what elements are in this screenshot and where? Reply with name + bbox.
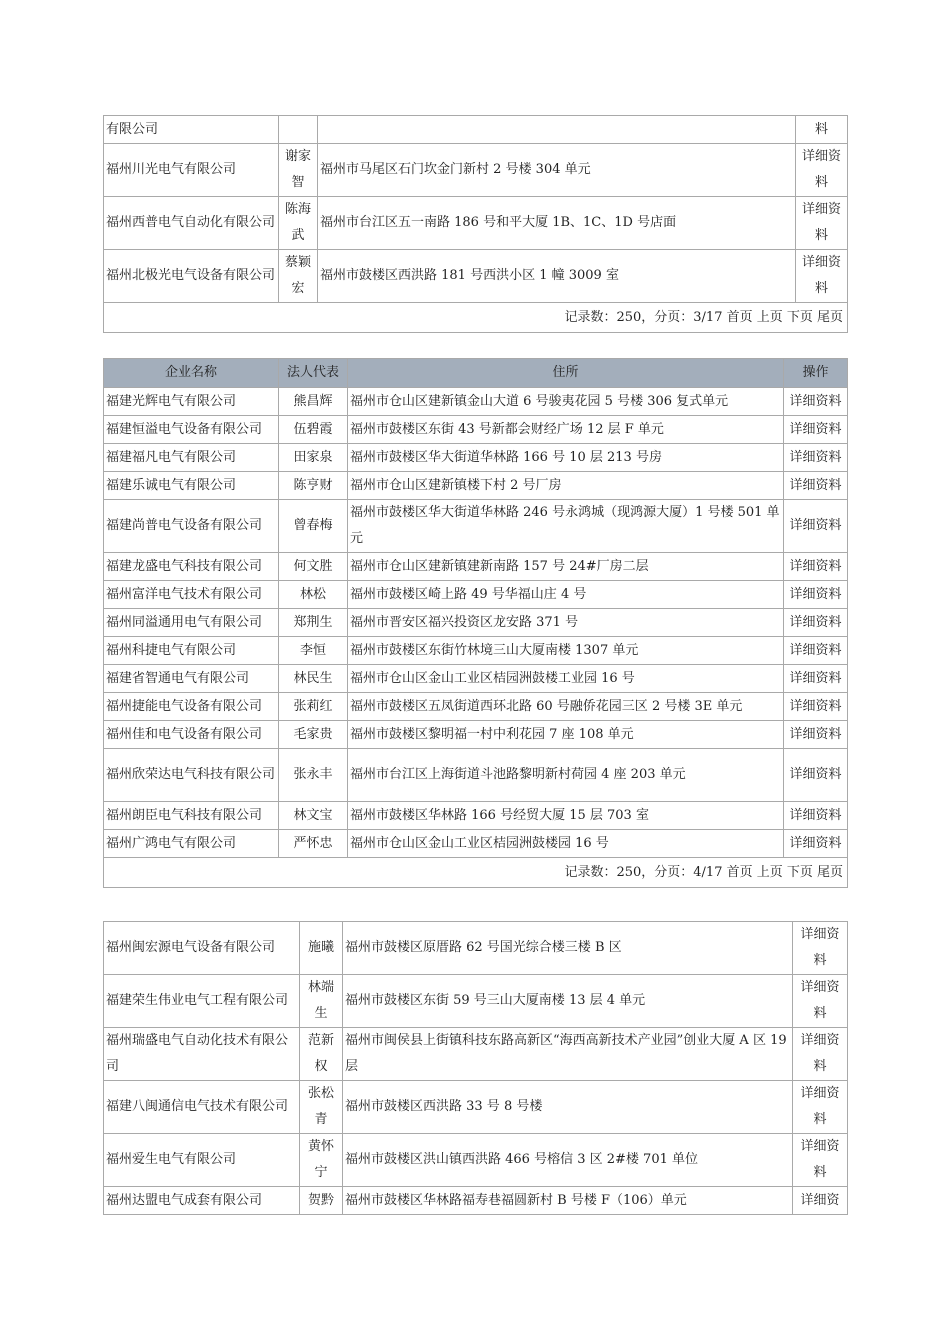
detail-link[interactable]: 详细资料 [793,922,848,975]
company-name-cell: 福州同溢通用电气有限公司 [104,609,279,637]
company-name-cell: 福建恒溢电气设备有限公司 [104,416,279,444]
company-name-cell: 福州瑞盛电气自动化技术有限公司 [104,1028,300,1081]
company-table-page3 [103,115,848,333]
table-row [104,416,848,444]
legal-rep-cell: 毛家贵 [279,721,348,749]
company-name-cell: 福州科捷电气有限公司 [104,637,279,665]
legal-rep-cell: 陈亨财 [279,472,348,500]
pager-row [104,858,848,888]
company-name-cell: 福建龙盛电气科技有限公司 [104,553,279,581]
table-row [104,802,848,830]
detail-link[interactable]: 详细资 [793,1187,848,1215]
legal-rep-cell: 张松青 [300,1081,343,1134]
detail-link[interactable]: 详细资料 [784,665,848,693]
company-name-cell: 福建八闽通信电气技术有限公司 [104,1081,300,1134]
company-name-cell: 福州川光电气有限公司 [104,144,279,197]
company-name-cell: 福州达盟电气成套有限公司 [104,1187,300,1215]
address-cell: 福州市马尾区石门坎金门新村 2 号楼 304 单元 [318,144,796,197]
company-name-cell: 福州富洋电气技术有限公司 [104,581,279,609]
detail-link[interactable]: 详细资料 [793,975,848,1028]
legal-rep-cell: 谢家智 [279,144,318,197]
address-cell: 福州市鼓楼区华大街道华林路 166 号 10 层 213 号房 [348,444,784,472]
company-name-cell: 福建福凡电气有限公司 [104,444,279,472]
company-name-cell: 福建荣生伟业电气工程有限公司 [104,975,300,1028]
detail-link[interactable]: 详细资料 [796,250,848,303]
table-row [104,444,848,472]
company-name-cell: 福建尚普电气设备有限公司 [104,500,279,553]
detail-link[interactable]: 详细资料 [784,581,848,609]
table-row [104,693,848,721]
legal-rep-cell: 熊昌辉 [279,388,348,416]
address-cell: 福州市鼓楼区黎明福一村中利花园 7 座 108 单元 [348,721,784,749]
detail-link[interactable]: 详细资料 [784,500,848,553]
detail-link[interactable]: 详细资料 [784,830,848,858]
table-row [104,749,848,802]
address-cell: 福州市鼓楼区五凤街道西环北路 60 号融侨花园三区 2 号楼 3E 单元 [348,693,784,721]
address-cell: 福州市鼓楼区东街 59 号三山大厦南楼 13 层 4 单元 [343,975,793,1028]
header-operation: 操作 [784,359,848,388]
detail-link[interactable]: 详细资料 [784,693,848,721]
detail-link[interactable]: 详细资料 [784,609,848,637]
address-cell: 福州市仓山区建新镇楼下村 2 号厂房 [348,472,784,500]
company-name-cell: 福州欣荣达电气科技有限公司 [104,749,279,802]
detail-link[interactable]: 料 [796,116,848,144]
table-row [104,1028,848,1081]
legal-rep-cell: 林民生 [279,665,348,693]
table-row [104,665,848,693]
detail-link[interactable]: 详细资料 [793,1081,848,1134]
table-header-row [104,359,848,388]
table-row [104,581,848,609]
company-name-cell: 福建省智通电气有限公司 [104,665,279,693]
address-cell: 福州市台江区上海街道斗池路黎明新村荷园 4 座 203 单元 [348,749,784,802]
pagination[interactable]: 记录数：250，分页：3/17 首页 上页 下页 尾页 [104,303,848,333]
table-row [104,197,848,250]
table-row [104,922,848,975]
legal-rep-cell: 伍碧霞 [279,416,348,444]
table-row [104,637,848,665]
table-row [104,1134,848,1187]
detail-link[interactable]: 详细资料 [784,416,848,444]
table-row [104,144,848,197]
address-cell: 福州市闽侯县上街镇科技东路高新区“海西高新技术产业园”创业大厦 A 区 19 层 [343,1028,793,1081]
table-row [104,500,848,553]
legal-rep-cell: 陈海武 [279,197,318,250]
detail-link[interactable]: 详细资料 [796,144,848,197]
address-cell: 福州市鼓楼区东街 43 号新都会财经广场 12 层 F 单元 [348,416,784,444]
legal-rep-cell: 何文胜 [279,553,348,581]
table-row [104,116,848,144]
legal-rep-cell: 范新权 [300,1028,343,1081]
address-cell: 福州市仓山区金山工业区桔园洲鼓楼工业园 16 号 [348,665,784,693]
address-cell: 福州市鼓楼区崎上路 49 号华福山庄 4 号 [348,581,784,609]
legal-rep-cell: 郑荆生 [279,609,348,637]
detail-link[interactable]: 详细资料 [784,444,848,472]
legal-rep-cell: 李恒 [279,637,348,665]
header-company-name: 企业名称 [104,359,279,388]
legal-rep-cell: 黄怀宁 [300,1134,343,1187]
company-name-cell: 福州佳和电气设备有限公司 [104,721,279,749]
table-row [104,388,848,416]
legal-rep-cell [279,116,318,144]
pager-row [104,303,848,333]
detail-link[interactable]: 详细资料 [784,802,848,830]
company-table-page5 [103,921,848,1215]
detail-link[interactable]: 详细资料 [784,388,848,416]
address-cell: 福州市仓山区建新镇建新南路 157 号 24#厂房二层 [348,553,784,581]
header-legal-rep: 法人代表 [279,359,348,388]
company-name-cell: 福州闽宏源电气设备有限公司 [104,922,300,975]
legal-rep-cell: 蔡颖宏 [279,250,318,303]
detail-link[interactable]: 详细资料 [784,472,848,500]
address-cell [318,116,796,144]
table-row [104,1187,848,1215]
legal-rep-cell: 田家泉 [279,444,348,472]
detail-link[interactable]: 详细资料 [784,749,848,802]
table-row [104,830,848,858]
detail-link[interactable]: 详细资料 [784,721,848,749]
address-cell: 福州市鼓楼区西洪路 33 号 8 号楼 [343,1081,793,1134]
address-cell: 福州市台江区五一南路 186 号和平大厦 1B、1C、1D 号店面 [318,197,796,250]
legal-rep-cell: 林端生 [300,975,343,1028]
address-cell: 福州市鼓楼区原厝路 62 号国光综合楼三楼 B 区 [343,922,793,975]
company-table-page4 [103,358,848,888]
legal-rep-cell: 曾春梅 [279,500,348,553]
company-name-cell: 福建光辉电气有限公司 [104,388,279,416]
address-cell: 福州市晋安区福兴投资区龙安路 371 号 [348,609,784,637]
company-name-cell: 福州西普电气自动化有限公司 [104,197,279,250]
detail-link[interactable]: 详细资料 [796,197,848,250]
header-address: 住所 [348,359,784,388]
table-row [104,250,848,303]
address-cell: 福州市鼓楼区华大街道华林路 246 号永鸿城（现鸿源大厦）1 号楼 501 单元 [348,500,784,553]
address-cell: 福州市鼓楼区西洪路 181 号西洪小区 1 幢 3009 室 [318,250,796,303]
legal-rep-cell: 贺黔 [300,1187,343,1215]
legal-rep-cell: 张永丰 [279,749,348,802]
pagination[interactable]: 记录数：250，分页：4/17 首页 上页 下页 尾页 [104,858,848,888]
table-row [104,553,848,581]
company-name-cell: 福州爱生电气有限公司 [104,1134,300,1187]
address-cell: 福州市鼓楼区洪山镇西洪路 466 号榕信 3 区 2#楼 701 单位 [343,1134,793,1187]
detail-link[interactable]: 详细资料 [784,637,848,665]
legal-rep-cell: 林文宝 [279,802,348,830]
address-cell: 福州市鼓楼区华林路福寿巷福圆新村 B 号楼 F（106）单元 [343,1187,793,1215]
company-name-cell: 福建乐诚电气有限公司 [104,472,279,500]
company-name-cell: 有限公司 [104,116,279,144]
legal-rep-cell: 施曦 [300,922,343,975]
legal-rep-cell: 张莉红 [279,693,348,721]
address-cell: 福州市鼓楼区华林路 166 号经贸大厦 15 层 703 室 [348,802,784,830]
address-cell: 福州市鼓楼区东街竹林境三山大厦南楼 1307 单元 [348,637,784,665]
table-row [104,609,848,637]
detail-link[interactable]: 详细资料 [793,1028,848,1081]
detail-link[interactable]: 详细资料 [793,1134,848,1187]
table-row [104,721,848,749]
legal-rep-cell: 严怀忠 [279,830,348,858]
legal-rep-cell: 林松 [279,581,348,609]
company-name-cell: 福州北极光电气设备有限公司 [104,250,279,303]
detail-link[interactable]: 详细资料 [784,553,848,581]
address-cell: 福州市仓山区建新镇金山大道 6 号骏夷花园 5 号楼 306 复式单元 [348,388,784,416]
table-row [104,472,848,500]
company-name-cell: 福州广鸿电气有限公司 [104,830,279,858]
table-row [104,1081,848,1134]
table-row [104,975,848,1028]
company-name-cell: 福州捷能电气设备有限公司 [104,693,279,721]
address-cell: 福州市仓山区金山工业区桔园洲鼓楼园 16 号 [348,830,784,858]
company-name-cell: 福州朗臣电气科技有限公司 [104,802,279,830]
